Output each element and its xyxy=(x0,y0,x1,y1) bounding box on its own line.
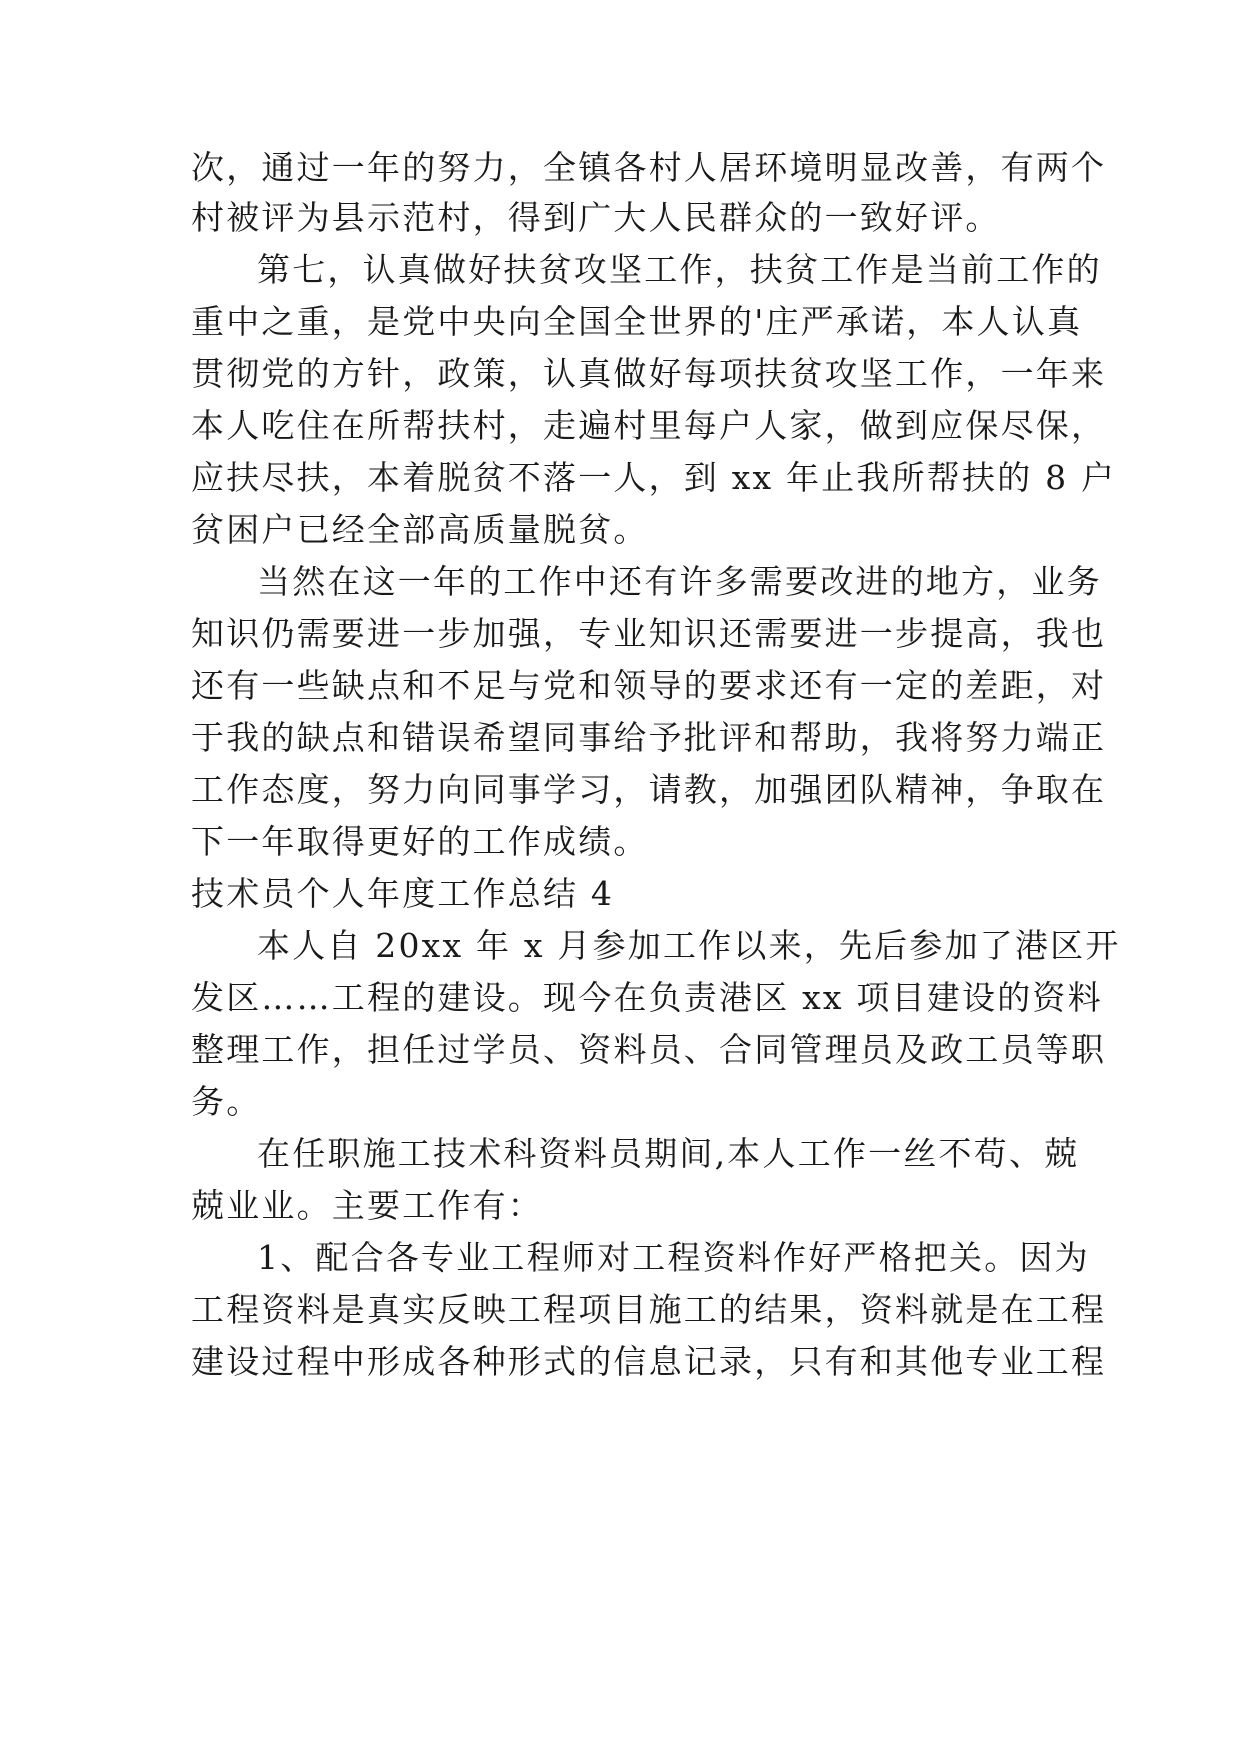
section-heading: 技术员个人年度工作总结 4 xyxy=(191,874,615,913)
body-text-line: 于我的缺点和错误希望同事给予批评和帮助，我将努力端正 xyxy=(191,718,1107,757)
body-text-line: 工程资料是真实反映工程项目施工的结果，资料就是在工程 xyxy=(191,1290,1107,1329)
body-text-line: 次，通过一年的努力，全镇各村人居环境明显改善，有两个 xyxy=(191,148,1107,187)
body-text-line: 本人吃住在所帮扶村，走遍村里每户人家，做到应保尽保， xyxy=(191,406,1107,445)
body-text-line: 下一年取得更好的工作成绩。 xyxy=(191,822,649,861)
body-text-line: 贯彻党的方针，政策，认真做好每项扶贫攻坚工作，一年来 xyxy=(191,354,1107,393)
body-text-line: 村被评为县示范村，得到广大人民群众的一致好评。 xyxy=(191,198,1001,237)
body-text-line: 当然在这一年的工作中还有许多需要改进的地方，业务 xyxy=(257,562,1102,601)
body-text-line: 第七，认真做好扶贫攻坚工作，扶贫工作是当前工作的 xyxy=(257,250,1102,289)
body-text-line: 建设过程中形成各种形式的信息记录，只有和其他专业工程 xyxy=(191,1342,1107,1381)
body-text-line: 贫困户已经全部高质量脱贫。 xyxy=(191,510,649,549)
body-text-line: 整理工作，担任过学员、资料员、合同管理员及政工员等职 xyxy=(191,1030,1107,1069)
body-text-line: 还有一些缺点和不足与党和领导的要求还有一定的差距，对 xyxy=(191,666,1107,705)
body-text-line: 务。 xyxy=(191,1082,262,1121)
body-text-line: 应扶尽扶，本着脱贫不落一人，到 xx 年止我所帮扶的 8 户 xyxy=(191,458,1117,497)
body-text-line: 知识仍需要进一步加强，专业知识还需要进一步提高，我也 xyxy=(191,614,1107,653)
body-text-line: 1、配合各专业工程师对工程资料作好严格把关。因为 xyxy=(257,1238,1090,1277)
body-text-line: 本人自 20xx 年 x 月参加工作以来，先后参加了港区开 xyxy=(257,926,1121,965)
body-text-line: 重中之重，是党中央向全国全世界的'庄严承诺，本人认真 xyxy=(191,302,1083,341)
body-text-line: 在任职施工技术科资料员期间,本人工作一丝不苟、兢 xyxy=(257,1134,1080,1173)
body-text-line: 兢业业。主要工作有： xyxy=(191,1186,543,1225)
body-text-line: 发区……工程的建设。现今在负责港区 xx 项目建设的资料 xyxy=(191,978,1103,1017)
body-text-line: 工作态度，努力向同事学习，请教，加强团队精神，争取在 xyxy=(191,770,1107,809)
